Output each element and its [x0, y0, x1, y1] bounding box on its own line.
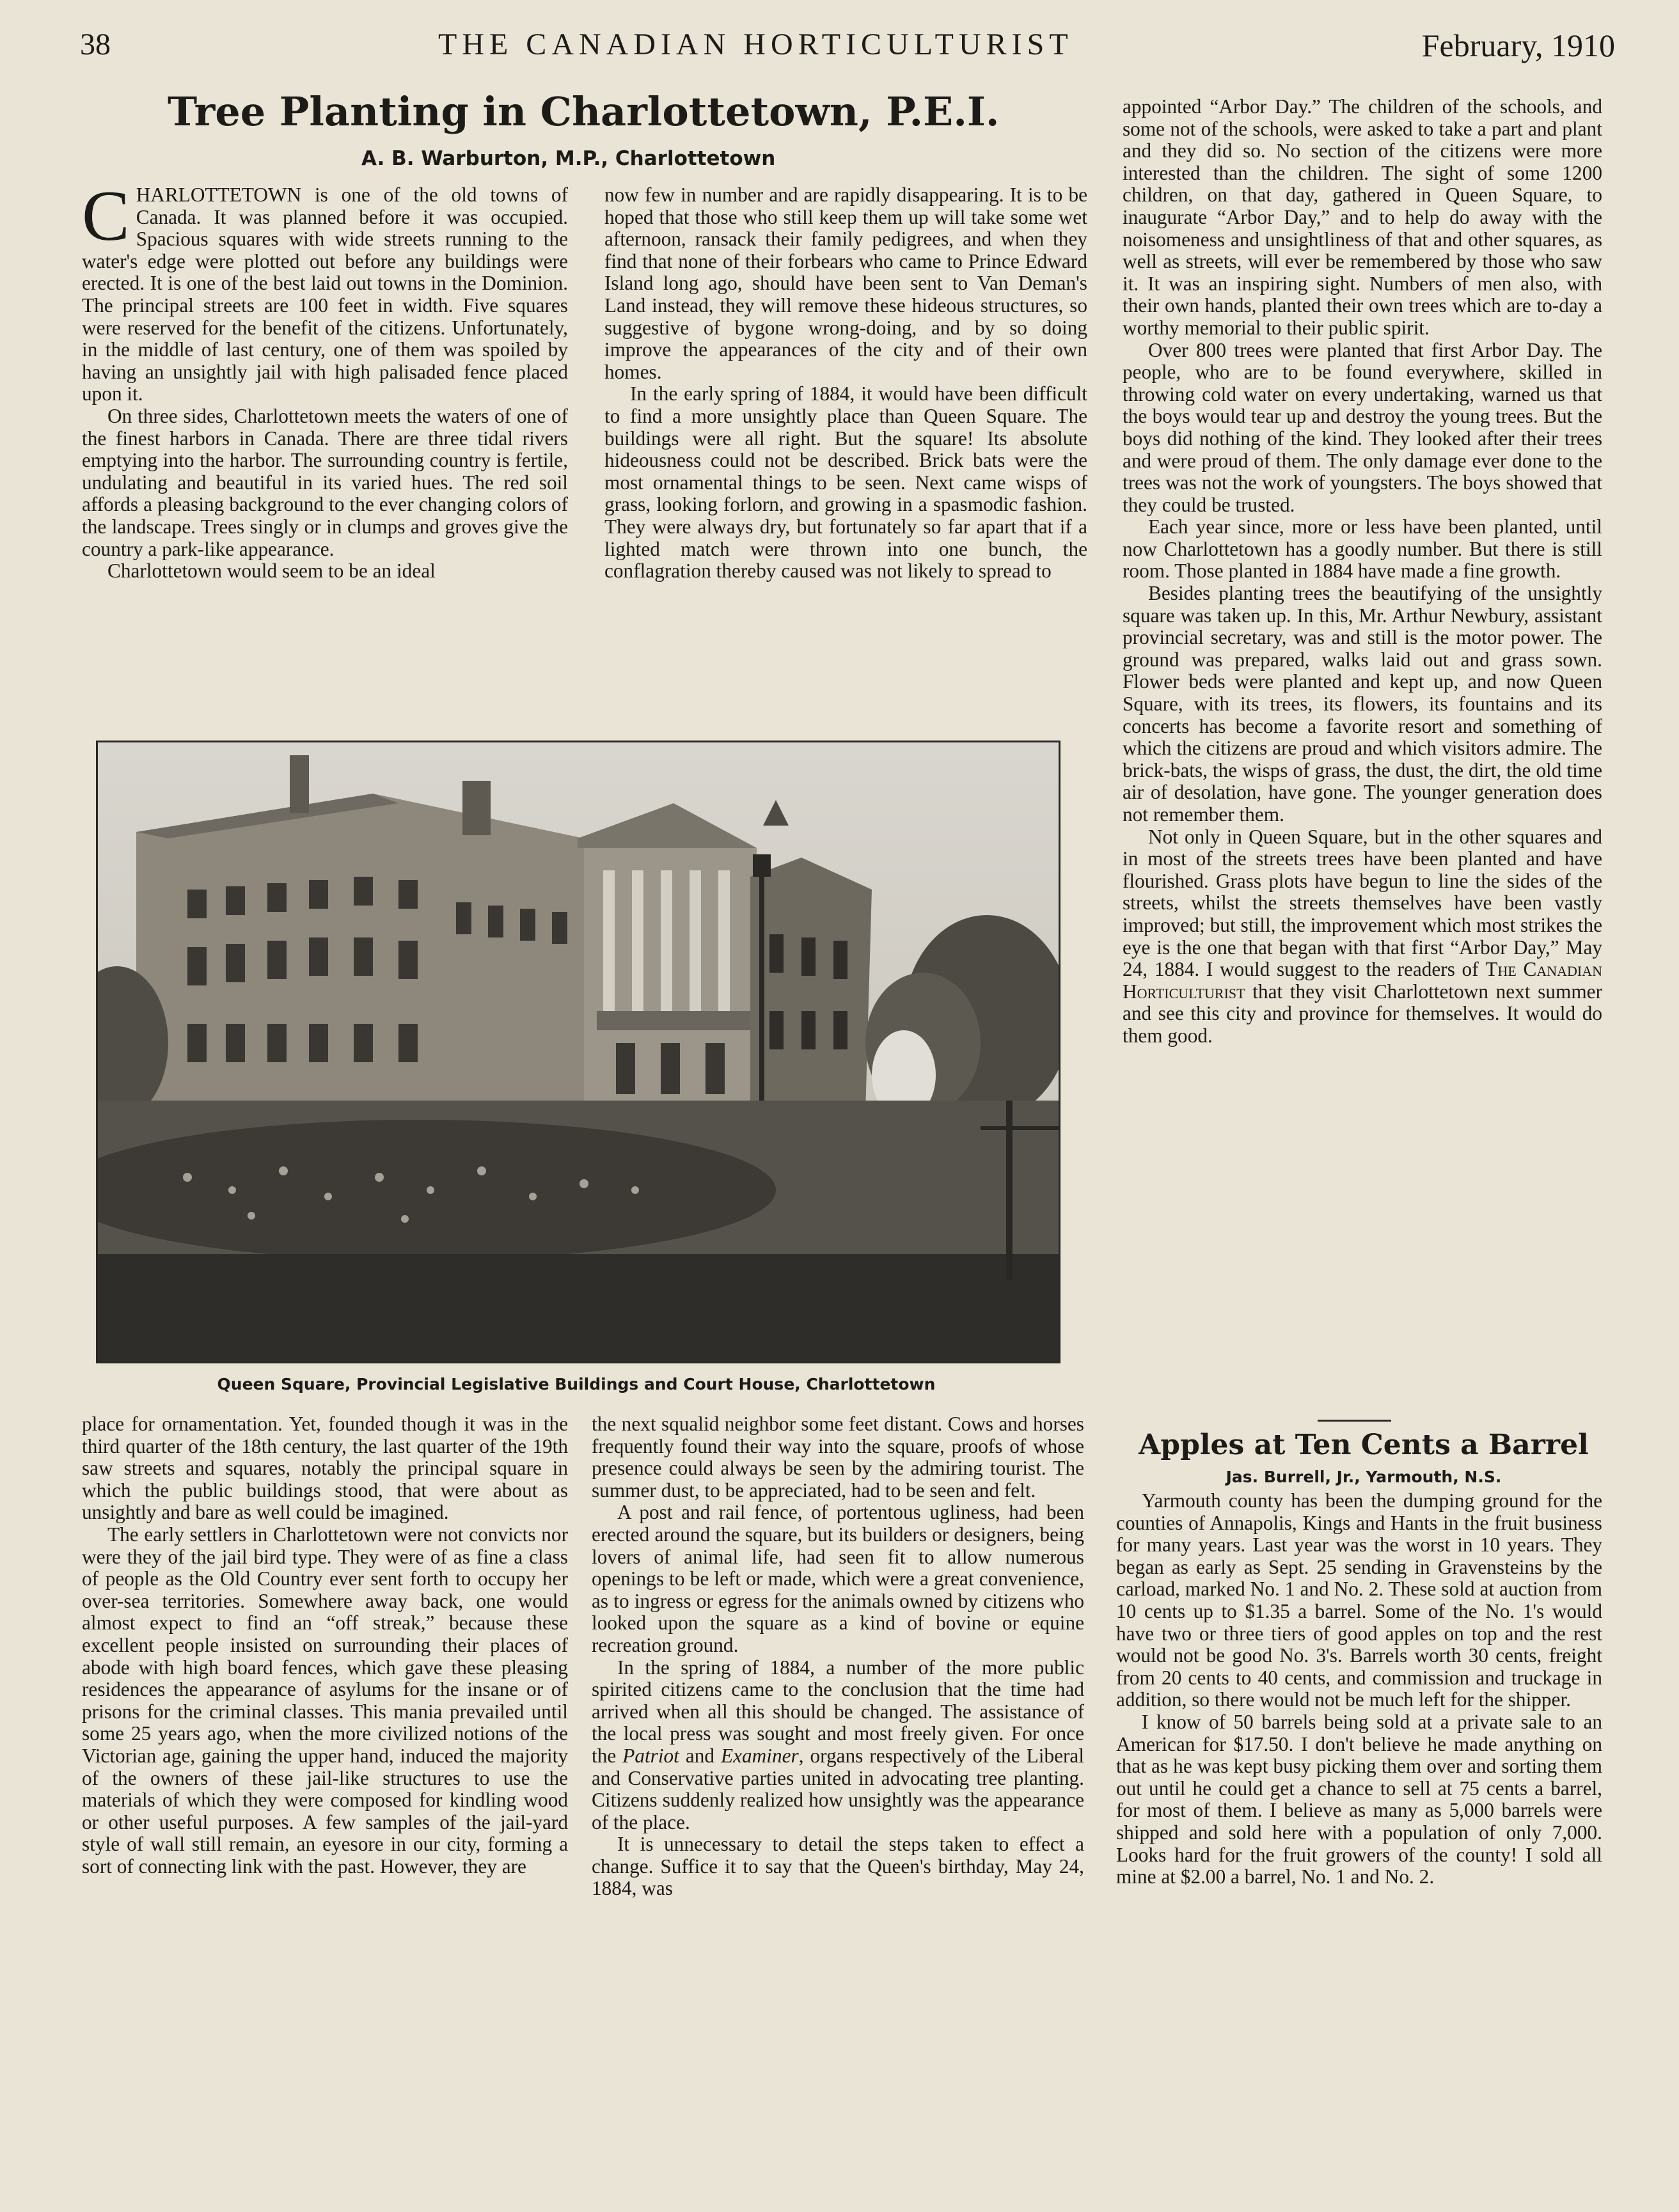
paragraph: In the early spring of 1884, it would have been difficult to find a more unsightly place than Queen Square. The buildings were all right. But the square! Its absolute hideousness could not be described. Brick bats were the most ornamental things to be seen. Next came wisps of grass, looking forlorn, and growing in a spasmodic fashion. They were always dry, but fortunately so far apart that if a lighted match were thrown into one bunch, the conflagration thereby caused was not likely to spread to: [604, 382, 1087, 583]
building-photo-illustration: [98, 742, 1059, 1361]
paragraph: now few in number and are rapidly disappearing. It is to be hoped that those who still keep them up will take some wet afternoon, ransack their family pedigrees, and when they find that none of their forbears who came to Prince Edward Island long ago, should have been sent to Van Deman's Land instead, they will remove these hideous structures, so suggestive of bygone wrong-doing, and by so doing improve the appearances of the city and of their own homes.: [604, 184, 1087, 383]
photo-caption: Queen Square, Provincial Legislative Buildings and Court House, Charlottetown: [217, 1375, 936, 1393]
running-head: [80, 27, 1615, 72]
paragraph: A post and rail fence, of portentous ugliness, had been erected around the square, but its builders or designers, being lovers of animal life, had seen fit to allow numerous openings to be left or made, which were a great convenience, as to ingress or egress for the animals owned by citizens who looked upon the square as a kind of bovine or equine recreation ground.: [592, 1501, 1084, 1656]
page-number: 38: [80, 27, 111, 61]
column-3-bottom: [1116, 1490, 1602, 2142]
paragraph: Besides planting trees the beautifying of the unsightly square was taken up. In this, Mr. Arthur Newbury, assistant provincial secretary, was and still is the motor power. The ground was prepared, walks laid out and grass sown. Flower beds were planted and kept up, and now Queen Square, with its trees, its flowers, its fountains and its concerts has become a favorite resort and something of which the citizens are proud and which visitors admire. The brick-bats, the wisps of grass, the dust, the dirt, the old time air of desolation, have gone. The younger generation does not remember them.: [1123, 582, 1602, 826]
paragraph: Each year since, more or less have been planted, until now Charlottetown has a goodly number. But there is still room. Those planted in 1884 have made a fine growth.: [1123, 515, 1602, 583]
paragraph: On three sides, Charlottetown meets the waters of one of the finest harbors in Canada. There are three tidal rivers emptying into the harbor. The surrounding country is fertile, undulating and beautiful in its varied hues. The red soil affords a pleasing background to the ever changing colors of the landscape. Trees singly or in clumps and groves give the country a park-like appearance.: [82, 404, 568, 560]
paragraph: In the spring of 1884, a number of the more public spirited citizens came to the conclusion that the time had arrived when all this should be changed. The assistance of the local press was sought and most freely given. For once the Patriot and Examiner, organs respectively of the Liberal and Conservative parties united in advocating tree planting. Citizens suddenly realized how unsightly was the appearance of the place.: [592, 1656, 1084, 1833]
paragraph: appointed “Arbor Day.” The children of the schools, and some not of the schools, were asked to take a part and plant and they did so. No section of the citizens were more interested than the children. The sight of some 1200 children, on that day, gathered in Queen Square, to inaugurate “Arbor Day,” and to help do away with the noisomeness and unsightliness of that and other squares, as well as streets, will ever be remembered by those who saw it. It was an inspiring sight. Numbers of men also, with their own hands, planted their own trees which are to-day a worthy memorial to their public spirit.: [1123, 96, 1602, 339]
paragraph: It is unnecessary to detail the steps taken to effect a change. Suffice it to say that the Queen's birthday, May 24, 1884, was: [592, 1833, 1084, 1900]
journal-name-smallcaps: The Canadian Horticulturist: [1123, 958, 1602, 1003]
paragraph: The early settlers in Charlottetown were not convicts nor were they of the jail bird type. They were of as fine a class of people as the Old Country ever sent forth to occupy her over-sea territories. Somewhere away back, one would almost expect to find an “off streak,” because these excellent people insisted on surrounding their places of abode with high board fences, which gave these pleasing residences the appearance of asylums for the insane or of prisons for the criminal classes. This mania prevailed until some 25 years ago, when the more civilized notions of the Victorian age, gaining the upper hand, induced the majority of the owners of these jail-like structures to use the materials of which they were composed for kindling wood or other useful purposes. A few samples of the jail-yard style of wall still remain, an eyesore in our city, forming a sort of connecting link with the past. However, they are: [82, 1523, 568, 1878]
section-divider: [1318, 1420, 1391, 1422]
paragraph: the next squalid neighbor some feet distant. Cows and horses frequently found their way into the square, proofs of whose presence could always be seen by the admiring tourist. The summer dust, to be appreciated, had to be seen and felt.: [592, 1413, 1084, 1502]
journal-title: THE CANADIAN HORTICULTURIST: [438, 27, 1073, 61]
article-title: Tree Planting in Charlottetown, P.E.I.: [168, 88, 1000, 135]
column-2-bottom: [592, 1413, 1084, 2168]
paragraph: CHARLOTTETOWN is one of the old towns of Canada. It was planned before it was occupied. Spacious squares with wide streets running to the water's edge were plotted out before any buildings were erected. It is one of the best laid out towns in the Dominion. The principal streets are 100 feet in width. Five squares were reserved for the benefit of the citizens. Unfortunately, in the middle of last century, one of them was spoiled by having an unsightly jail with high palisaded fence placed upon it.: [82, 184, 568, 405]
article-2-byline: Jas. Burrell, Jr., Yarmouth, N.S.: [1226, 1468, 1502, 1486]
article-byline: A. B. Warburton, M.P., Charlottetown: [361, 147, 776, 170]
paragraph: Not only in Queen Square, but in the other squares and in most of the streets trees have been planted and have flourished. Grass plots have begun to line the sides of the streets, whilst the streets themselves have been vastly improved; but still, the improvement which most strikes the eye is the one that began with that first “Arbor Day,” May 24, 1884. I would suggest to the readers of The Canadian Horticulturist that they visit Charlottetown next summer and see this city and province for themselves. It would do them good.: [1123, 825, 1602, 1047]
column-3: [1123, 96, 1602, 1413]
article-2-title: Apples at Ten Cents a Barrel: [1139, 1429, 1589, 1461]
drop-cap: C: [82, 184, 130, 256]
newspaper-name: Patriot: [622, 1744, 679, 1767]
paragraph: Charlottetown would seem to be an ideal: [107, 560, 436, 583]
paragraph: Yarmouth county has been the dumping ground for the counties of Annapolis, Kings and Hants in the fruit business for many years. Last year was the worst in 10 years. They began as early as Sept. 25 sending in Gravensteins by the carload, marked No. 1 and No. 2. These sold at auction from 10 cents up to $1.35 a barrel. Some of the No. 1's would have two or three tiers of good apples on top and the rest would not be good No. 3's. Barrels worth 30 cents, freight from 20 cents to 40 cents, and commission and truckage in addition, so there would not be much left for the shipper.: [1116, 1490, 1602, 1711]
column-1-bottom: [82, 1413, 568, 2168]
paragraph: place for ornamentation. Yet, founded though it was in the third quarter of the 18th century, the last quarter of the 19th saw streets and squares, notably the principal square in which the public buildings stood, that were about as unsightly and bare as well could be imagined.: [82, 1413, 568, 1524]
issue-date: February, 1910: [1421, 27, 1615, 63]
photo-queen-square: [96, 741, 1060, 1363]
paragraph: Over 800 trees were planted that first Arbor Day. The people, who are to be found everywhere, skilled in throwing cold water on every undertaking, warned us that the boys would tear up and destroy the young trees. But the boys did nothing of the kind. They looked after their trees and were proud of them. The only damage ever done to the trees was not the work of youngsters. The boys showed that they could be trusted.: [1123, 338, 1602, 516]
newspaper-name: Examiner: [721, 1744, 799, 1767]
column-2-top: [604, 184, 1087, 728]
paragraph: I know of 50 barrels being sold at a private sale to an American for $17.50. I don't believe he made anything on that as he was kept busy picking them over and sorting them out until he could get a chance to sell at 75 cents a barrel, for most of them. I believe as many as 5,000 barrels were shipped and sold here with a population of only 7,000. Looks hard for the fruit growers of the county! I sold all mine at $2.00 a barrel, No. 1 and No. 2.: [1116, 1710, 1602, 1888]
column-1-top: [82, 184, 568, 728]
